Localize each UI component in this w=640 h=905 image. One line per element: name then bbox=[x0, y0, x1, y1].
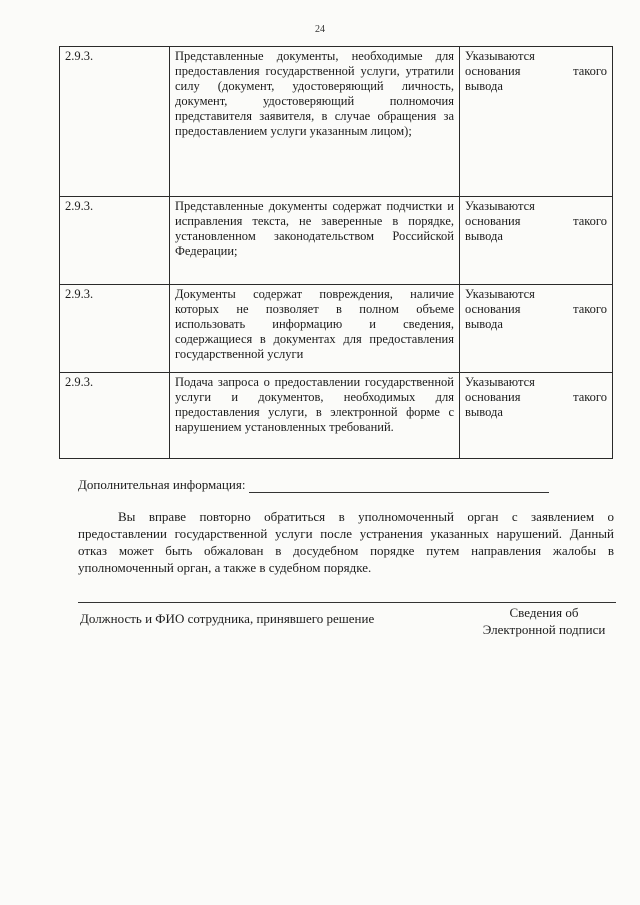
signature-divider bbox=[78, 602, 616, 603]
row-result bbox=[460, 197, 613, 285]
table-row bbox=[60, 47, 613, 197]
result-word-1: основания bbox=[465, 390, 521, 404]
result-line-2 bbox=[465, 390, 607, 405]
table-row bbox=[60, 373, 613, 459]
table-row bbox=[60, 197, 613, 285]
row-result bbox=[460, 47, 613, 197]
signature-official-label: Должность и ФИО сотрудника, принявшего решение bbox=[80, 611, 375, 626]
result-word-1: основания bbox=[465, 214, 521, 228]
result-line-1: Указываются bbox=[465, 287, 535, 301]
result-line-2 bbox=[465, 64, 607, 79]
row-result bbox=[460, 285, 613, 373]
row-description: Подача запроса о предоставлении государственной услуги и документов, необходимых для предоставления услуги, в электронной форме с нарушением установленных требований. bbox=[170, 373, 460, 459]
result-line-1: Указываются bbox=[465, 199, 535, 213]
extra-info-label: Дополнительная информация: bbox=[78, 477, 246, 492]
row-number: 2.9.3. bbox=[60, 197, 170, 285]
row-number: 2.9.3. bbox=[60, 373, 170, 459]
result-line-3: вывода bbox=[465, 79, 503, 93]
esign-line-1: Сведения об bbox=[509, 605, 579, 620]
result-line-3: вывода bbox=[465, 405, 503, 419]
result-line-3: вывода bbox=[465, 317, 503, 331]
row-description: Документы содержат повреждения, наличие которых не позволяет в полном объеме использовать информацию и сведения, содержащиеся в документах для предоставления государственной услуги bbox=[170, 285, 460, 373]
esign-line-2: Электронной подписи bbox=[482, 622, 606, 637]
extra-info bbox=[78, 477, 598, 493]
page-number: 24 bbox=[315, 24, 325, 35]
row-description: Представленные документы, необходимые для предоставления государственной услуги, утратили силу (документ, удостоверяющий личность, документ, удостоверяющий полномочия представителя заявителя, в случае обращения за предоставлением услуги указанным лицом); bbox=[170, 47, 460, 197]
row-number: 2.9.3. bbox=[60, 285, 170, 373]
result-line-1: Указываются bbox=[465, 375, 535, 389]
result-word-2: такого bbox=[573, 390, 607, 404]
row-description: Представленные документы содержат подчистки и исправления текста, не заверенные в порядке, установленном законодательством Российской Федерации; bbox=[170, 197, 460, 285]
refusal-reasons-table bbox=[59, 46, 613, 459]
result-word-2: такого bbox=[573, 302, 607, 316]
notice-paragraph: Вы вправе повторно обратиться в уполномоченный орган с заявлением о предоставлении государственной услуги после устранения указанных нарушений. Данный отказ может быть обжалован в досудебном порядке путем направления жалобы в уполномоченный орган, а также в судебном порядке. bbox=[78, 509, 614, 575]
result-line-1: Указываются bbox=[465, 49, 535, 63]
row-number: 2.9.3. bbox=[60, 47, 170, 197]
extra-info-blank-line bbox=[249, 480, 549, 493]
result-word-1: основания bbox=[465, 64, 521, 78]
result-line-2 bbox=[465, 214, 607, 229]
signature-esign-block bbox=[470, 604, 618, 638]
table-row bbox=[60, 285, 613, 373]
row-result bbox=[460, 373, 613, 459]
result-word-2: такого bbox=[573, 214, 607, 228]
result-word-1: основания bbox=[465, 302, 521, 316]
result-word-2: такого bbox=[573, 64, 607, 78]
result-line-2 bbox=[465, 302, 607, 317]
result-line-3: вывода bbox=[465, 229, 503, 243]
